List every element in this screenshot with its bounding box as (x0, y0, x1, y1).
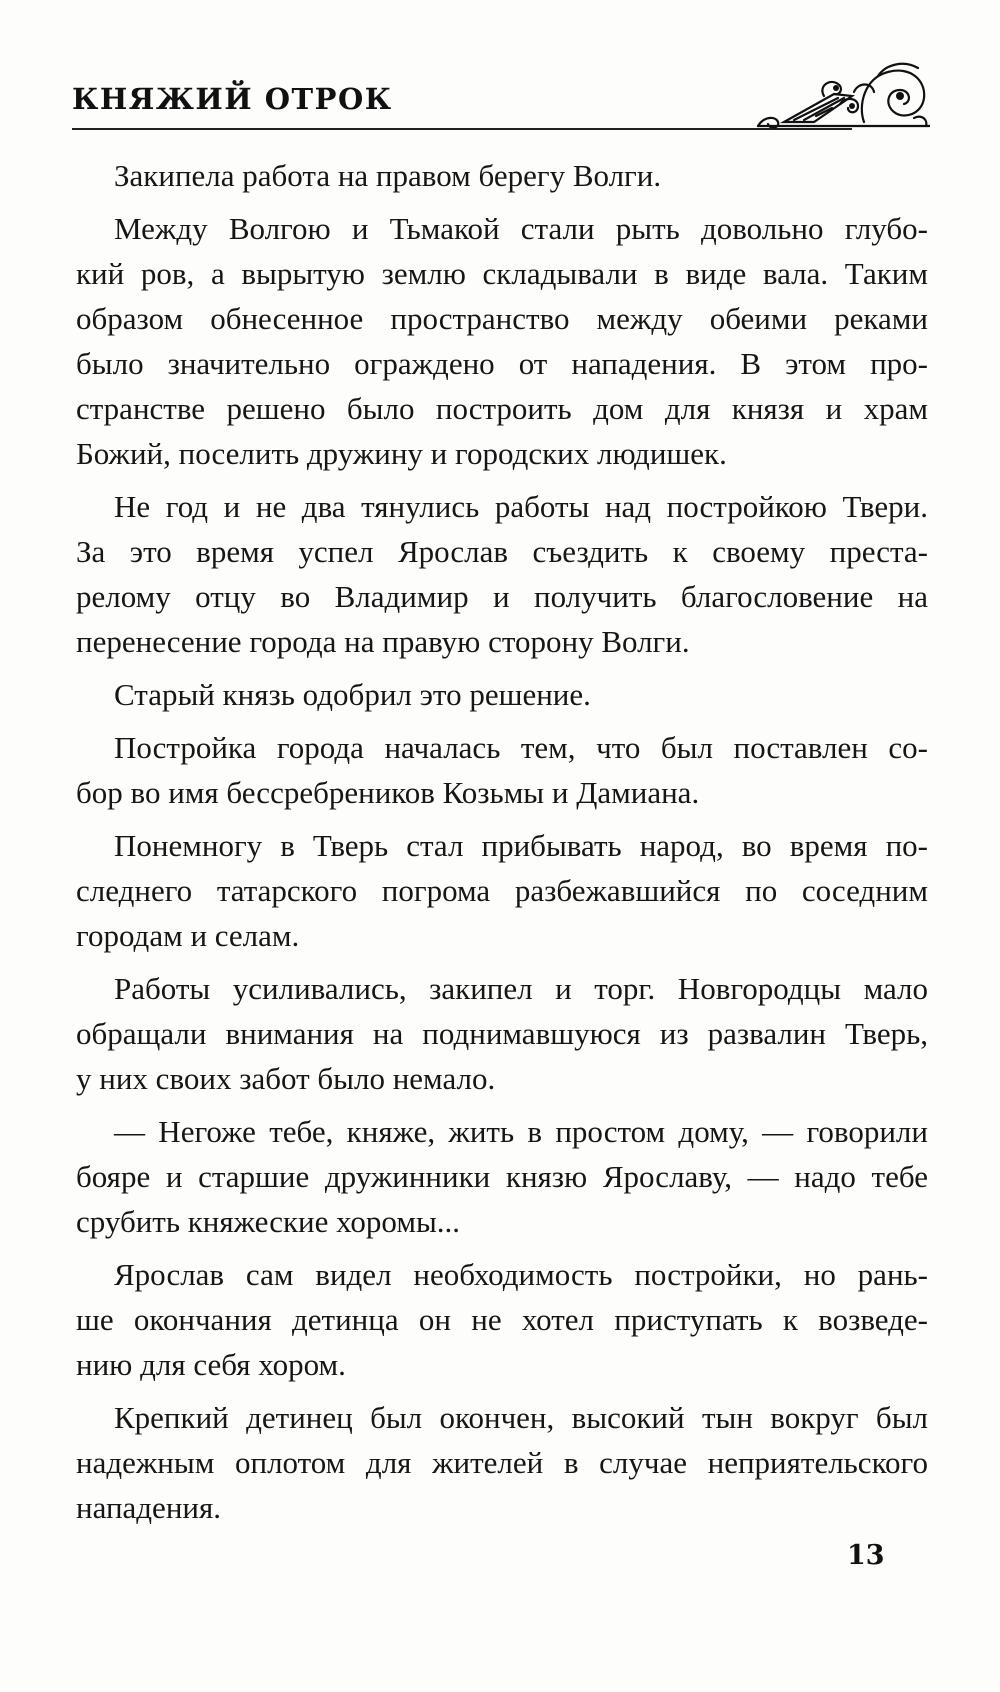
text-line: следнего татарского погрома разбежавшийся по соседним (76, 873, 928, 908)
paragraph (76, 1252, 928, 1387)
text-line: Старый князь одобрил это решение. (114, 677, 591, 712)
text-line: Постройка города началась тем, что был поставлен со- (114, 730, 928, 765)
header-rule (72, 128, 852, 130)
text-line: Между Волгою и Тьмакой стали рыть довольно глубо- (114, 211, 928, 246)
running-header (72, 60, 930, 130)
paragraph (76, 823, 928, 958)
paragraph (76, 484, 928, 664)
scroll-ornament-icon (754, 56, 930, 134)
paragraph (76, 153, 928, 198)
text-line: Закипела работа на правом берегу Волги. (114, 158, 662, 193)
text-line: За это время успел Ярослав съездить к своему преста- (76, 534, 928, 569)
text-line: Не год и не два тянулись работы над постройкою Твери. (114, 489, 928, 524)
text-line: нию для себя хором. (76, 1347, 346, 1382)
text-line: ше окончания детинца он не хотел приступать к возведе- (76, 1302, 928, 1337)
text-line: релому отцу во Владимир и получить благословение на (76, 579, 928, 614)
paragraph (76, 1395, 928, 1530)
text-line: Понемногу в Тверь стал прибывать народ, во время по- (114, 828, 928, 863)
text-line: надежным оплотом для жителей в случае неприятельского (76, 1445, 928, 1480)
paragraph (76, 725, 928, 815)
text-line: бор во имя бессребреников Козьмы и Дамиана. (76, 775, 700, 810)
text-line: Ярослав сам видел необходимость постройки, но рань- (114, 1257, 928, 1292)
text-line: странстве решено было построить дом для князя и храм (76, 391, 928, 426)
body-text (76, 153, 928, 1530)
text-line: было значительно ограждено от нападения. В этом про- (76, 346, 928, 381)
paragraph (76, 966, 928, 1101)
text-line: нападения. (76, 1490, 222, 1525)
text-line: — Негоже тебе, княже, жить в простом дому, — говорили (114, 1114, 928, 1149)
paragraph (76, 1109, 928, 1244)
text-line: Крепкий детинец был окончен, высокий тын вокруг был (114, 1400, 928, 1435)
text-line: обращали внимания на поднимавшуюся из развалин Тверь, (76, 1016, 928, 1051)
page-number: 13 (847, 1540, 885, 1571)
text-line: городам и селам. (76, 918, 300, 953)
text-line: образом обнесенное пространство между обеими реками (76, 301, 928, 336)
text-line: перенесение города на правую сторону Волги. (76, 624, 690, 659)
running-header-title: КНЯЖИЙ ОТРОК (72, 82, 393, 116)
paragraph (76, 672, 928, 717)
text-line: Божий, поселить дружину и городских людишек. (76, 436, 727, 471)
text-line: срубить княжеские хоромы... (76, 1204, 461, 1239)
text-line: Работы усиливались, закипел и торг. Новгородцы мало (114, 971, 928, 1006)
paragraph (76, 206, 928, 476)
text-line: у них своих забот было немало. (76, 1061, 496, 1096)
text-line: кий ров, а вырытую землю складывали в виде вала. Таким (76, 256, 928, 291)
text-line: бояре и старшие дружинники князю Ярославу, — надо тебе (76, 1159, 928, 1194)
